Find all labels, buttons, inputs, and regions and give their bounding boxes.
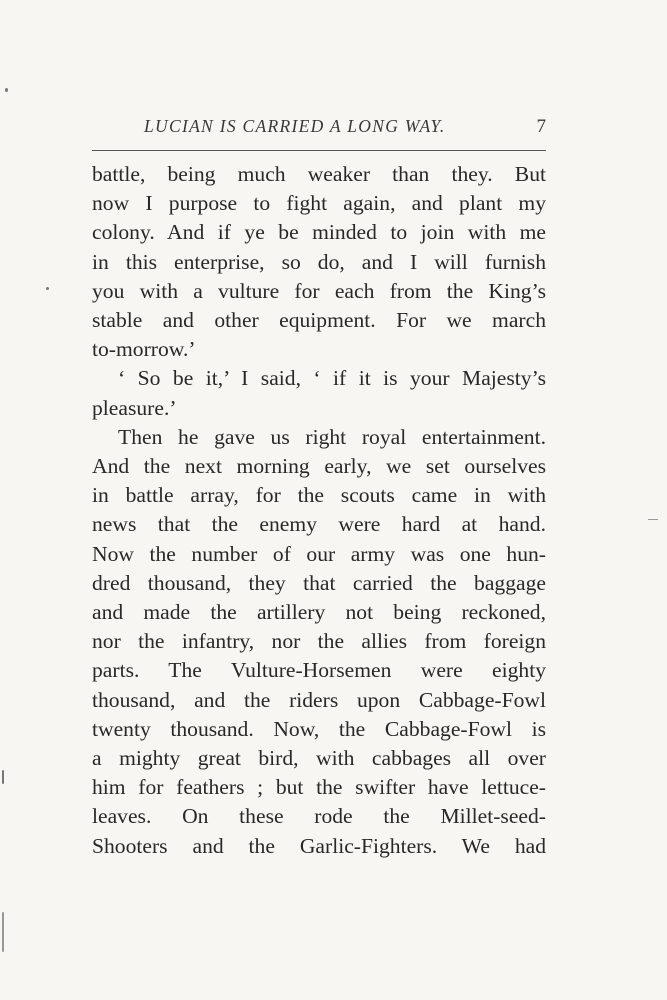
text-line: ‘ So be it,’ I said, ‘ if it is your Majesty’s <box>118 366 546 391</box>
text-line: parts. The Vulture-Horsemen were eighty <box>92 658 546 683</box>
text-line: in this enterprise, so do, and I will furnish <box>92 249 546 274</box>
text-line: dred thousand, they that carried the baggage <box>92 570 546 595</box>
text-line: colony. And if ye be minded to join with me <box>92 220 546 245</box>
scan-speck <box>46 287 49 290</box>
text-line: news that the enemy were hard at hand. <box>92 512 546 537</box>
page-number: 7 <box>536 116 546 137</box>
text-line: in battle array, for the scouts came in with <box>92 483 546 508</box>
header-rule <box>92 150 546 151</box>
text-line: a mighty great bird, with cabbages all over <box>92 746 546 771</box>
running-title: LUCIAN IS CARRIED A LONG WAY. <box>144 116 446 136</box>
text-line: now I purpose to fight again, and plant my <box>92 191 546 216</box>
text-line: you with a vulture for each from the King’s <box>92 278 546 303</box>
text-line: nor the infantry, nor the allies from foreign <box>92 629 546 654</box>
text-line: to-morrow.’ <box>92 337 196 362</box>
text-line: pleasure.’ <box>92 395 177 420</box>
text-line: Now the number of our army was one hun- <box>92 541 546 566</box>
text-line: leaves. On these rode the Millet-seed- <box>92 804 546 829</box>
text-line: thousand, and the riders upon Cabbage-Fowl <box>92 687 546 712</box>
scan-speck <box>2 770 4 784</box>
text-line: Then he gave us right royal entertainment. <box>118 424 546 449</box>
body-text <box>92 160 546 861</box>
text-line: And the next morning early, we set ourselves <box>92 454 546 479</box>
scan-speck <box>5 88 8 92</box>
page-header <box>92 116 546 144</box>
scan-speck <box>648 519 658 520</box>
text-line: and made the artillery not being reckoned, <box>92 600 546 625</box>
text-line: stable and other equipment. For we march <box>92 308 546 333</box>
scan-speck <box>2 912 4 952</box>
text-line: battle, being much weaker than they. But <box>92 162 546 186</box>
text-line: twenty thousand. Now, the Cabbage-Fowl is <box>92 716 546 741</box>
text-line: Shooters and the Garlic-Fighters. We had <box>92 833 546 858</box>
text-line: him for feathers ; but the swifter have lettuce- <box>92 775 546 800</box>
